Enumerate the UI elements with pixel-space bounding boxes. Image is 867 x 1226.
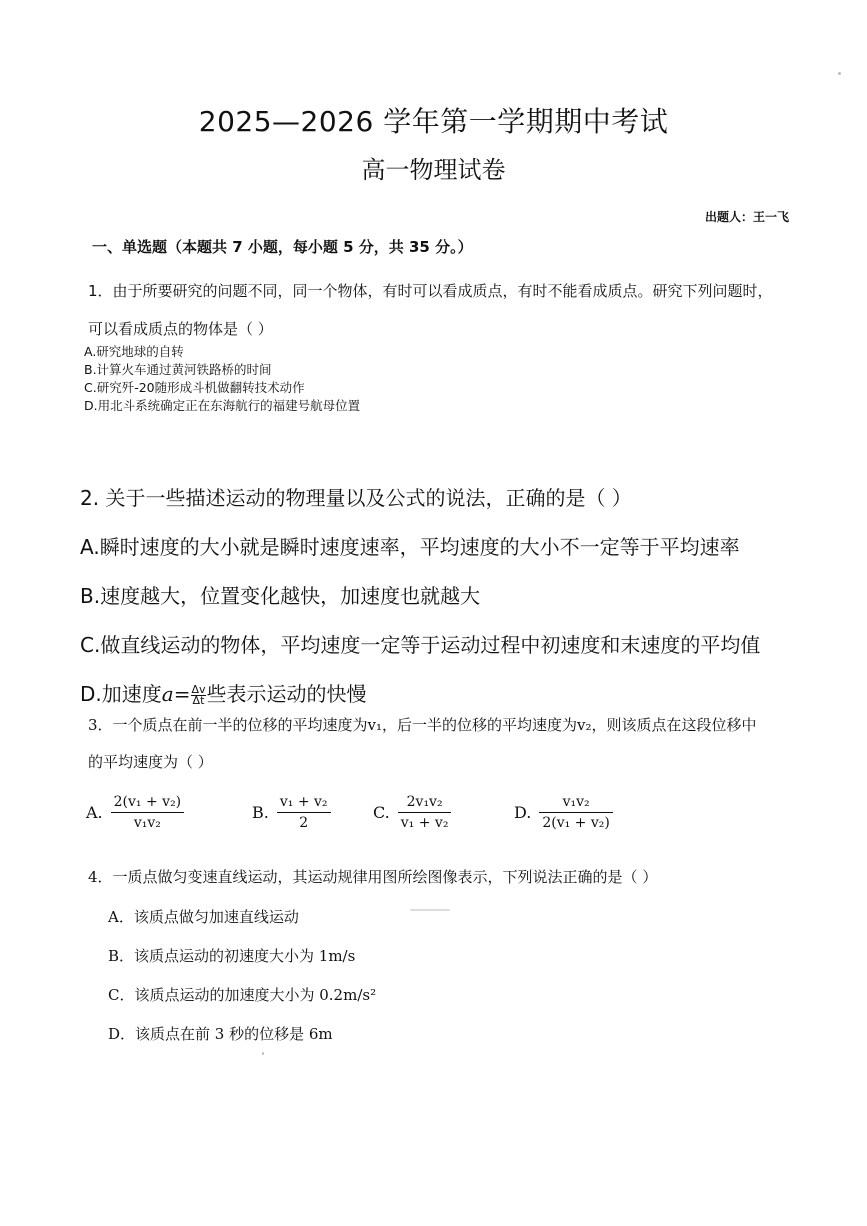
q2-option-b: B.速度越大，位置变化越快，加速度也就越大	[80, 584, 481, 608]
scan-speck	[262, 1052, 264, 1055]
q3-option-c-label: C.	[373, 803, 390, 822]
q2-option-c: C.做直线运动的物体，平均速度一定等于运动过程中初速度和末速度的平均值	[80, 633, 761, 657]
section-heading: 一、单选题（本题共 7 小题，每小题 5 分，共 35 分。）	[92, 238, 473, 256]
q3-option-a-fraction	[111, 794, 185, 831]
q3-option-b	[252, 794, 331, 831]
q3-option-a-den: v₁v₂	[133, 815, 161, 831]
q1-option-c: C.研究歼-20随形成斗机做翻转技术动作	[84, 380, 305, 395]
q3-option-c-num: 2v₁v₂	[398, 794, 452, 813]
q3-option-b-label: B.	[252, 803, 269, 822]
q2-stem: 2. 关于一些描述运动的物理量以及公式的说法，正确的是（ ）	[80, 486, 632, 510]
q3-option-c-fraction	[398, 794, 452, 831]
q3-option-c	[373, 794, 451, 831]
q2-option-d-fraction-den: Δt	[192, 694, 205, 707]
q3-option-b-fraction	[277, 794, 331, 831]
scan-speck	[838, 72, 841, 75]
q2-option-d-formula-lhs: a=	[161, 682, 191, 706]
q3-option-c-den: v₁ + v₂	[400, 815, 449, 831]
q2-option-d-fraction	[191, 685, 205, 706]
q2-option-a: A.瞬时速度的大小就是瞬时速度速率，平均速度的大小不一定等于平均速率	[80, 535, 740, 559]
exam-title: 2025—2026 学年第一学期期中考试	[198, 105, 669, 138]
q1-stem-line2: 可以看成质点的物体是（ ）	[88, 320, 273, 338]
q3-stem-line1: 3．一个质点在前一半的位移的平均速度为v₁，后一半的位移的平均速度为v₂，则该质点在这段位移中	[88, 716, 757, 734]
q3-option-d-fraction	[539, 794, 613, 831]
q4-option-a: A．该质点做匀加速直线运动	[108, 908, 299, 926]
scan-speck	[410, 909, 450, 911]
exam-subtitle: 高一物理试卷	[361, 156, 506, 184]
q1-stem-line1: 1．由于所要研究的问题不同，同一个物体，有时可以看成质点，有时不能看成质点。研究下列问题时，	[88, 282, 773, 300]
q2-option-d-prefix: D.加速度	[80, 682, 162, 706]
q3-option-b-num: v₁ + v₂	[277, 794, 331, 813]
q3-option-d	[514, 794, 613, 831]
q4-option-c: C．该质点运动的加速度大小为 0.2m/s²	[108, 986, 377, 1004]
q4-option-d: D．该质点在前 3 秒的位移是 6m	[108, 1025, 333, 1043]
q1-option-a: A.研究地球的自转	[84, 344, 184, 359]
q2-option-d-suffix: 些表示运动的快慢	[206, 682, 367, 706]
q4-stem: 4．一质点做匀变速直线运动，其运动规律用图所绘图像表示，下列说法正确的是（ ）	[88, 868, 658, 886]
q4-option-b: B．该质点运动的初速度大小为 1m/s	[108, 947, 356, 965]
q3-option-a-label: A.	[86, 803, 103, 822]
q3-option-d-label: D.	[514, 803, 532, 822]
q2-option-d	[80, 678, 367, 707]
q1-option-b: B.计算火车通过黄河铁路桥的时间	[84, 362, 272, 377]
q3-option-a	[86, 794, 184, 831]
q3-option-d-den: 2(v₁ + v₂)	[542, 815, 610, 831]
q3-stem-line2: 的平均速度为（ ）	[88, 753, 213, 771]
q1-option-d: D.用北斗系统确定正在东海航行的福建号航母位置	[84, 398, 361, 413]
q3-option-d-num: v₁v₂	[539, 794, 613, 813]
q3-option-b-den: 2	[299, 815, 309, 831]
q2-option-d-fraction-num: Δv	[191, 683, 206, 696]
q3-option-a-num: 2(v₁ + v₂)	[111, 794, 185, 813]
author-label: 出题人：王一飞	[704, 210, 789, 224]
